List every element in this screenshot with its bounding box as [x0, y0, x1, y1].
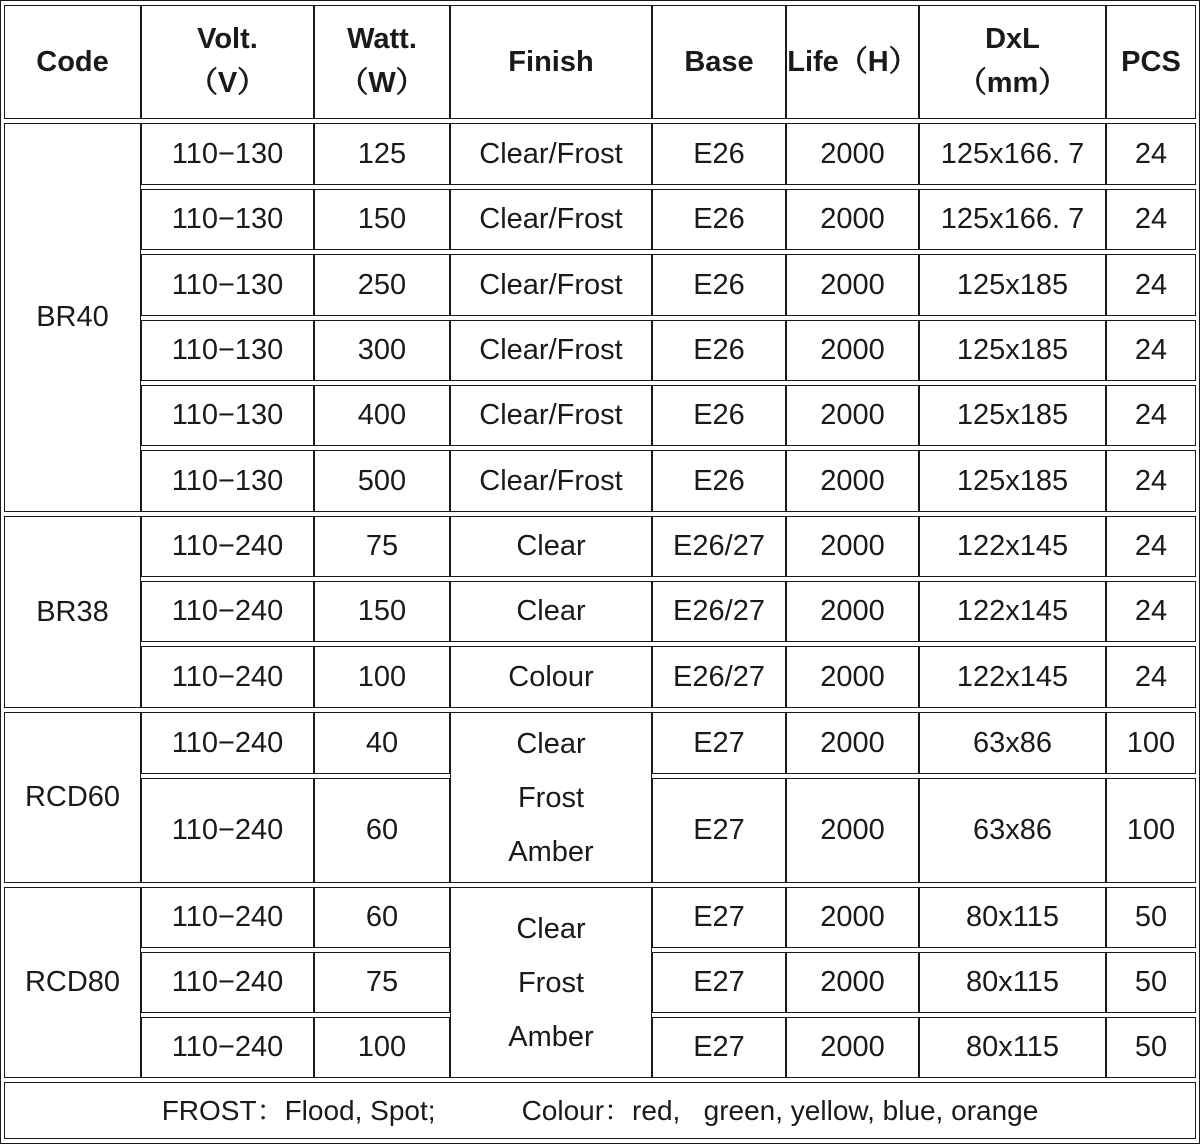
cell-volt: 110−240 — [141, 516, 314, 577]
cell-base: E26 — [652, 189, 786, 250]
cell-volt: 110−130 — [141, 385, 314, 446]
cell-pcs: 24 — [1106, 123, 1196, 185]
cell-dxl: 80x115 — [919, 887, 1106, 948]
cell-dxl: 122x145 — [919, 516, 1106, 577]
cell-finish: Clear/Frost — [450, 189, 652, 250]
model-code-rcd80: RCD80 — [4, 887, 141, 1078]
cell-pcs: 24 — [1106, 254, 1196, 316]
cell-dxl: 125x185 — [919, 320, 1106, 381]
finish-options-rcd80 — [450, 887, 652, 1078]
cell-volt: 110−240 — [141, 887, 314, 948]
header-pcs: PCS — [1106, 5, 1196, 119]
cell-base: E27 — [652, 887, 786, 948]
cell-life: 2000 — [786, 778, 919, 883]
model-code-rcd60: RCD60 — [4, 712, 141, 883]
cell-pcs: 24 — [1106, 581, 1196, 642]
cell-watt: 150 — [314, 189, 450, 250]
finish-option: Frost — [517, 781, 585, 814]
cell-dxl: 125x185 — [919, 385, 1106, 446]
cell-life: 2000 — [786, 385, 919, 446]
cell-watt: 125 — [314, 123, 450, 185]
cell-watt: 150 — [314, 581, 450, 642]
finish-option: Clear — [516, 727, 586, 760]
cell-life: 2000 — [786, 712, 919, 774]
finish-options-rcd60 — [450, 712, 652, 883]
cell-base: E26 — [652, 320, 786, 381]
cell-watt: 75 — [314, 516, 450, 577]
header-watt — [314, 5, 450, 119]
cell-life: 2000 — [786, 646, 919, 708]
cell-volt: 110−240 — [141, 1017, 314, 1078]
footer-colour-note: Colour：red, green, yellow, blue, orange — [521, 1094, 1039, 1126]
cell-volt: 110−130 — [141, 254, 314, 316]
cell-finish: Clear — [450, 516, 652, 577]
cell-dxl: 125x185 — [919, 254, 1106, 316]
cell-finish: Clear/Frost — [450, 123, 652, 185]
cell-watt: 40 — [314, 712, 450, 774]
cell-watt: 75 — [314, 952, 450, 1013]
cell-volt: 110−240 — [141, 778, 314, 883]
cell-pcs: 24 — [1106, 646, 1196, 708]
cell-dxl: 63x86 — [919, 712, 1106, 774]
cell-life: 2000 — [786, 516, 919, 577]
cell-base: E26/27 — [652, 516, 786, 577]
cell-pcs: 24 — [1106, 450, 1196, 512]
cell-finish: Clear/Frost — [450, 385, 652, 446]
cell-pcs: 24 — [1106, 320, 1196, 381]
cell-base: E26 — [652, 254, 786, 316]
cell-base: E26 — [652, 385, 786, 446]
cell-finish: Clear/Frost — [450, 254, 652, 316]
model-code-br40: BR40 — [4, 123, 141, 512]
cell-life: 2000 — [786, 320, 919, 381]
cell-dxl: 125x185 — [919, 450, 1106, 512]
cell-pcs: 50 — [1106, 1017, 1196, 1078]
cell-watt: 400 — [314, 385, 450, 446]
header-volt-label: Volt. — [197, 23, 258, 56]
cell-pcs: 100 — [1106, 712, 1196, 774]
cell-volt: 110−130 — [141, 450, 314, 512]
header-watt-label: Watt. — [347, 23, 417, 56]
cell-watt: 60 — [314, 778, 450, 883]
cell-watt: 60 — [314, 887, 450, 948]
header-dxl — [919, 5, 1106, 119]
header-dxl-label: DxL — [985, 23, 1040, 56]
cell-base: E27 — [652, 778, 786, 883]
cell-dxl: 122x145 — [919, 646, 1106, 708]
footer-frost-note: FROST：Flood, Spot; — [161, 1094, 436, 1126]
cell-life: 2000 — [786, 189, 919, 250]
cell-pcs: 24 — [1106, 385, 1196, 446]
cell-volt: 110−130 — [141, 320, 314, 381]
cell-volt: 110−240 — [141, 646, 314, 708]
cell-dxl: 80x115 — [919, 1017, 1106, 1078]
cell-volt: 110−240 — [141, 581, 314, 642]
cell-pcs: 50 — [1106, 887, 1196, 948]
cell-watt: 300 — [314, 320, 450, 381]
header-code: Code — [4, 5, 141, 119]
cell-watt: 100 — [314, 1017, 450, 1078]
finish-option: Amber — [508, 1020, 594, 1053]
model-code-br38: BR38 — [4, 516, 141, 708]
cell-volt: 110−130 — [141, 189, 314, 250]
cell-dxl: 80x115 — [919, 952, 1106, 1013]
cell-volt: 110−130 — [141, 123, 314, 185]
finish-option: Amber — [508, 835, 594, 868]
cell-life: 2000 — [786, 123, 919, 185]
cell-finish: Clear — [450, 581, 652, 642]
cell-life: 2000 — [786, 450, 919, 512]
finish-option: Clear — [516, 912, 586, 945]
header-base: Base — [652, 5, 786, 119]
cell-base: E27 — [652, 952, 786, 1013]
cell-dxl: 125x166. 7 — [919, 189, 1106, 250]
cell-finish: Colour — [450, 646, 652, 708]
cell-pcs: 100 — [1106, 778, 1196, 883]
cell-watt: 250 — [314, 254, 450, 316]
cell-pcs: 24 — [1106, 189, 1196, 250]
finish-option: Frost — [517, 966, 585, 999]
cell-life: 2000 — [786, 254, 919, 316]
cell-base: E26/27 — [652, 581, 786, 642]
header-finish: Finish — [450, 5, 652, 119]
cell-base: E27 — [652, 1017, 786, 1078]
header-volt-unit: （V） — [188, 67, 267, 100]
cell-pcs: 24 — [1106, 516, 1196, 577]
header-dxl-unit: （mm） — [957, 67, 1068, 100]
cell-base: E26/27 — [652, 646, 786, 708]
cell-base: E26 — [652, 123, 786, 185]
cell-watt: 100 — [314, 646, 450, 708]
cell-dxl: 122x145 — [919, 581, 1106, 642]
cell-life: 2000 — [786, 952, 919, 1013]
cell-base: E27 — [652, 712, 786, 774]
cell-life: 2000 — [786, 1017, 919, 1078]
cell-watt: 500 — [314, 450, 450, 512]
cell-finish: Clear/Frost — [450, 320, 652, 381]
cell-life: 2000 — [786, 581, 919, 642]
cell-finish: Clear/Frost — [450, 450, 652, 512]
header-volt — [141, 5, 314, 119]
cell-volt: 110−240 — [141, 952, 314, 1013]
cell-base: E26 — [652, 450, 786, 512]
cell-life: 2000 — [786, 887, 919, 948]
cell-pcs: 50 — [1106, 952, 1196, 1013]
cell-dxl: 63x86 — [919, 778, 1106, 883]
header-watt-unit: （W） — [339, 67, 425, 100]
header-life: Life（H） — [786, 5, 919, 119]
cell-volt: 110−240 — [141, 712, 314, 774]
cell-dxl: 125x166. 7 — [919, 123, 1106, 185]
footer-notes — [4, 1082, 1196, 1139]
